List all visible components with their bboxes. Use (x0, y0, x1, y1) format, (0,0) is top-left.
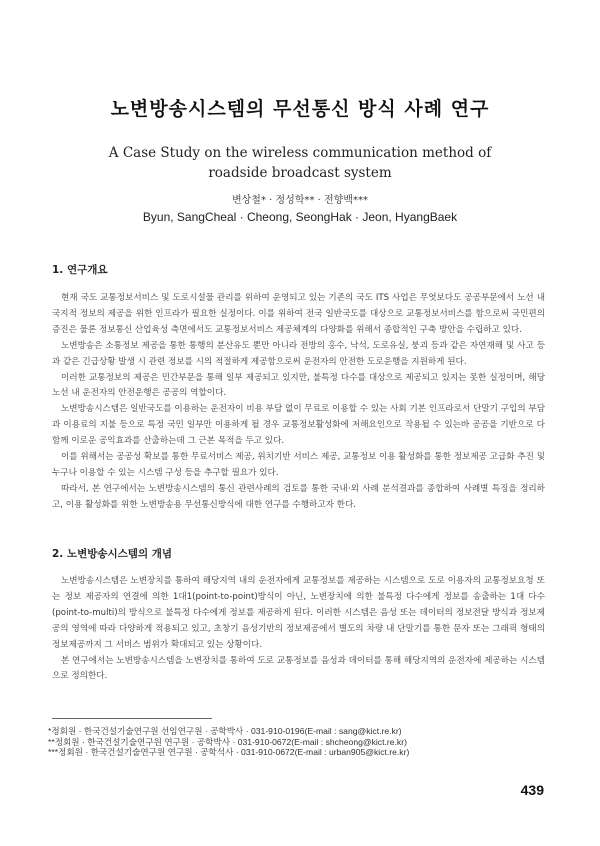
paragraph: 이러한 교통정보의 제공은 민간부문을 통해 일부 제공되고 있지만, 불특정 다수를 대상으로 제공되고 있지는 못한 실정이며, 해당노선 내 운전자의 안전운행은 공공의 역할이다. (52, 372, 545, 399)
footnotes (48, 726, 468, 758)
section-2-heading: 2. 노변방송시스템의 개념 (52, 548, 173, 560)
authors-english: Byun, SangCheal · Cheong, SeongHak · Jeon, HyangBaek (142, 210, 458, 224)
paragraph: 본 연구에서는 노변방송시스템을 노변장치를 통하여 도로 교통정보를 음성과 데이터를 통해 해당지역의 운전자에 제공하는 시스템으로 정의한다. (52, 655, 545, 682)
section-1-body (52, 291, 545, 514)
footnote: ***정회원 · 한국건설기술연구원 연구원 · 공학석사 · 031-910-0672(E-mail : urban905@kict.re.kr) (48, 747, 410, 757)
paragraph: 노변방송시스템은 노변장치를 통하여 해당지역 내의 운전자에게 교통정보를 제공하는 시스템으로 도로 이용자의 교통정보요청 또는 정보 제공자의 연결에 의한 1대1(point-to-point)방식이 아닌, 노변장치에 의한 불특정 다수에게 정보를 송출하는 1대 다수(point-to-multi)의 방식으로 불특정 다수에게 정보를 제공하게 된다. 이러한 시스템은 음성 또는 데이터의 정보전달 방식과 정보제공의 영역에 따라 다양하게 적용되고 있고, 초창기 음성기반의 정보제공에서 별도의 차량 내 단말기를 통한 문자 또는 그래픽 형태의 정보제공까지 그 서비스 범위가 확대되고 있는 상황이다. (52, 576, 545, 650)
paragraph: 현재 국도 교통정보서비스 및 도로시설물 관리를 위하여 운영되고 있는 기존의 국도 ITS 사업은 무엇보다도 공공부문에서 노선 내 국지적 정보의 제공을 위한 인프라가 필요한 실정이다. 이를 위하여 전국 일반국도를 대상으로 교통정보서비스를 함으로써 국민편의 증진은 물론 정보통신 산업육성 측면에서도 교통정보서비스 제공체계의 다양화를 위해서 종합적인 구축 방안을 수립하고 있다. (52, 293, 545, 335)
footnote: *정회원 · 한국건설기술연구원 선임연구원 · 공학박사 · 031-910-0196(E-mail : sang@kict.re.kr) (48, 726, 402, 736)
paragraph: 노변방송시스템은 일반국도를 이용하는 운전자이 비용 부담 없이 무료로 이용할 수 있는 사회 기본 인프라로서 단말기 구입의 부담과 이용료의 지불 등으로 특정 국민 일부만 이용하게 될 경우 교통정보활성화에 저해요인으로 작용될 수 있는바 공공을 기반으로 다함께 이로운 공익효과를 산출하는데 그 근본 목적을 두고 있다. (52, 404, 545, 447)
section-2-body (52, 574, 545, 685)
page-number: 439 (520, 782, 544, 798)
paragraph: 노변방송은 소통정보 제공을 통한 통행의 분산유도 뿐만 아니라 전방의 홍수, 낙석, 도로유실, 붕괴 등과 같은 자연재해 및 사고 등과 같은 긴급상황 발생 시 관련 정보를 시의 적절하게 제공함으로써 운전자의 안전한 도로운행을 지원하게 된다. (52, 340, 545, 367)
paragraph: 따라서, 본 연구에서는 노변방송시스템의 통신 관련사례의 검토를 통한 국내·외 사례 분석결과를 종합하여 사례별 특징을 정리하고, 이용 활성화를 위한 노변방송용 무선통신방식에 대한 연구를 수행하고자 한다. (52, 483, 545, 510)
section-1-heading: 1. 연구개요 (52, 264, 108, 276)
footnote: **정회원 · 한국건설기술연구원 연구원 · 공학박사 · 031-910-0672(E-mail : shcheong@kict.re.kr) (48, 736, 407, 747)
paragraph: 이를 위해서는 공공성 확보를 통한 무료서비스 제공, 위치기반 서비스 제공, 교통정보 이용 활성화를 통한 정보제공 고급화 추진 및 누구나 이용할 수 있는 시스템 구성 등을 추구할 필요가 있다. (52, 452, 545, 478)
footnote-divider (52, 718, 212, 719)
authors-korean: 변상철* · 정성학** · 전향백*** (231, 195, 368, 206)
paper-title-korean: 노변방송시스템의 무선통신 방식 사례 연구 (110, 98, 490, 120)
paper-title-english: A Case Study on the wireless communication method of roadside broadcast system (108, 145, 492, 181)
